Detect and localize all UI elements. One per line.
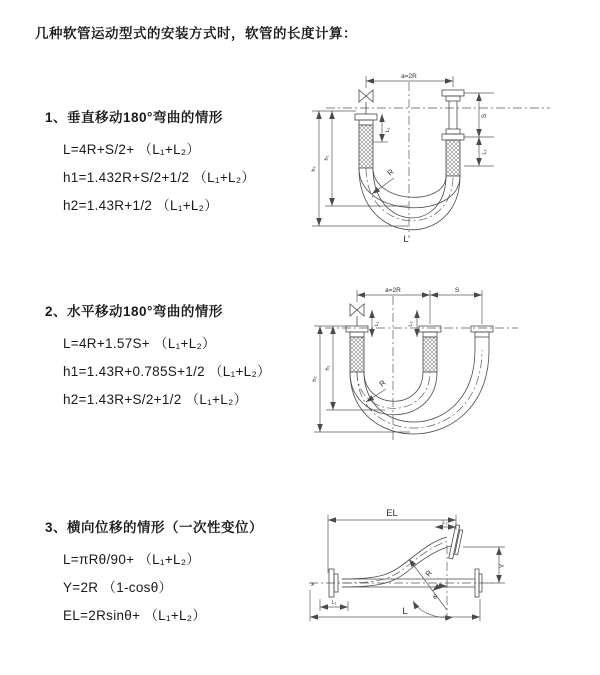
formula-line: Y=2R （1-cosθ） [63, 580, 173, 595]
formula-line: h2=1.43R+S/2+1/2 （L₁+L₂） [63, 392, 248, 407]
dim-label-a2r: a=2R [385, 287, 401, 294]
right-flange-bottom [442, 129, 464, 140]
hose-s-curve [342, 537, 451, 587]
section-2-heading: 2、水平移动180°弯曲的情形 [45, 304, 223, 319]
hose-u-bend [350, 350, 489, 434]
section-horizontal-move [45, 300, 271, 412]
dim-label-l2: L₂ [442, 520, 448, 526]
dim-label-l1: L₁ [385, 127, 391, 133]
section-2-formulas [45, 328, 271, 412]
dim-label-a2r: a=2R [401, 73, 417, 80]
formula-line: L=4R+1.57S+ （L₁+L₂） [63, 336, 216, 351]
section-3-formulas [45, 544, 263, 628]
middle-hose-braid [423, 337, 437, 372]
length-label: L [403, 234, 409, 245]
section-3-heading: 3、横向位移的情形（一次性变位） [45, 520, 264, 535]
moved-flange [471, 326, 493, 337]
dim-label-h1: h₁ [325, 365, 331, 371]
radius-label: R [377, 378, 388, 389]
page-title: 几种软管运动型式的安装方式时，软管的长度计算： [35, 26, 357, 41]
radius-label: R [385, 167, 396, 178]
diagram-lateral-displacement [295, 495, 595, 660]
hose-u-bend [359, 168, 460, 230]
axis-marker: x [311, 581, 315, 588]
section-1-formulas [45, 134, 255, 218]
dim-label-s: S [481, 113, 488, 119]
formula-line: h1=1.432R+S/2+1/2 （L₁+L₂） [63, 170, 256, 185]
middle-flange [419, 326, 441, 337]
dim-label-s: S [454, 287, 460, 294]
left-flange [355, 114, 377, 125]
formula-line: h2=1.43R+1/2 （L₁+L₂） [63, 198, 219, 213]
valve-icon [350, 304, 364, 316]
right-hose-braid [446, 140, 460, 176]
dim-label-h2: h₂ [311, 166, 317, 172]
formula-line: L=4R+S/2+ （L₁+L₂） [63, 142, 201, 157]
angle-label: θ [433, 594, 437, 601]
left-flange [346, 326, 368, 337]
valve-icon [359, 90, 373, 102]
section-vertical-move [45, 106, 255, 218]
dim-label-l1: L₁ [374, 321, 380, 327]
dim-label-l1: L₁ [331, 600, 337, 606]
dim-label-l: L [402, 606, 408, 617]
radius-label: R [423, 568, 434, 579]
section-lateral-displacement [45, 516, 263, 628]
formula-line: h1=1.43R+0.785S+1/2 （L₁+L₂） [63, 364, 271, 379]
left-hose-braid [359, 125, 373, 168]
section-1-heading: 1、垂直移动180°弯曲的情形 [45, 110, 223, 125]
dim-label-y: Y [499, 563, 506, 569]
left-hose-braid [350, 337, 364, 372]
formula-line: L=πRθ/90+ （L₁+L₂） [63, 552, 201, 567]
formula-line: EL=2Rsinθ+ （L₁+L₂） [63, 608, 207, 623]
dim-label-l2: L₂ [482, 149, 488, 155]
right-flange-top [442, 90, 464, 101]
displaced-flange [449, 525, 464, 560]
radius-line [409, 559, 447, 610]
diagram-horizontal-180-bend [300, 280, 600, 460]
dim-label-h2: h₂ [312, 376, 318, 382]
diagram-vertical-180-bend [298, 66, 598, 261]
dim-label-el: EL [386, 508, 398, 519]
dim-label-l2: L₂ [408, 321, 414, 327]
dim-label-h1: h₁ [324, 155, 330, 161]
